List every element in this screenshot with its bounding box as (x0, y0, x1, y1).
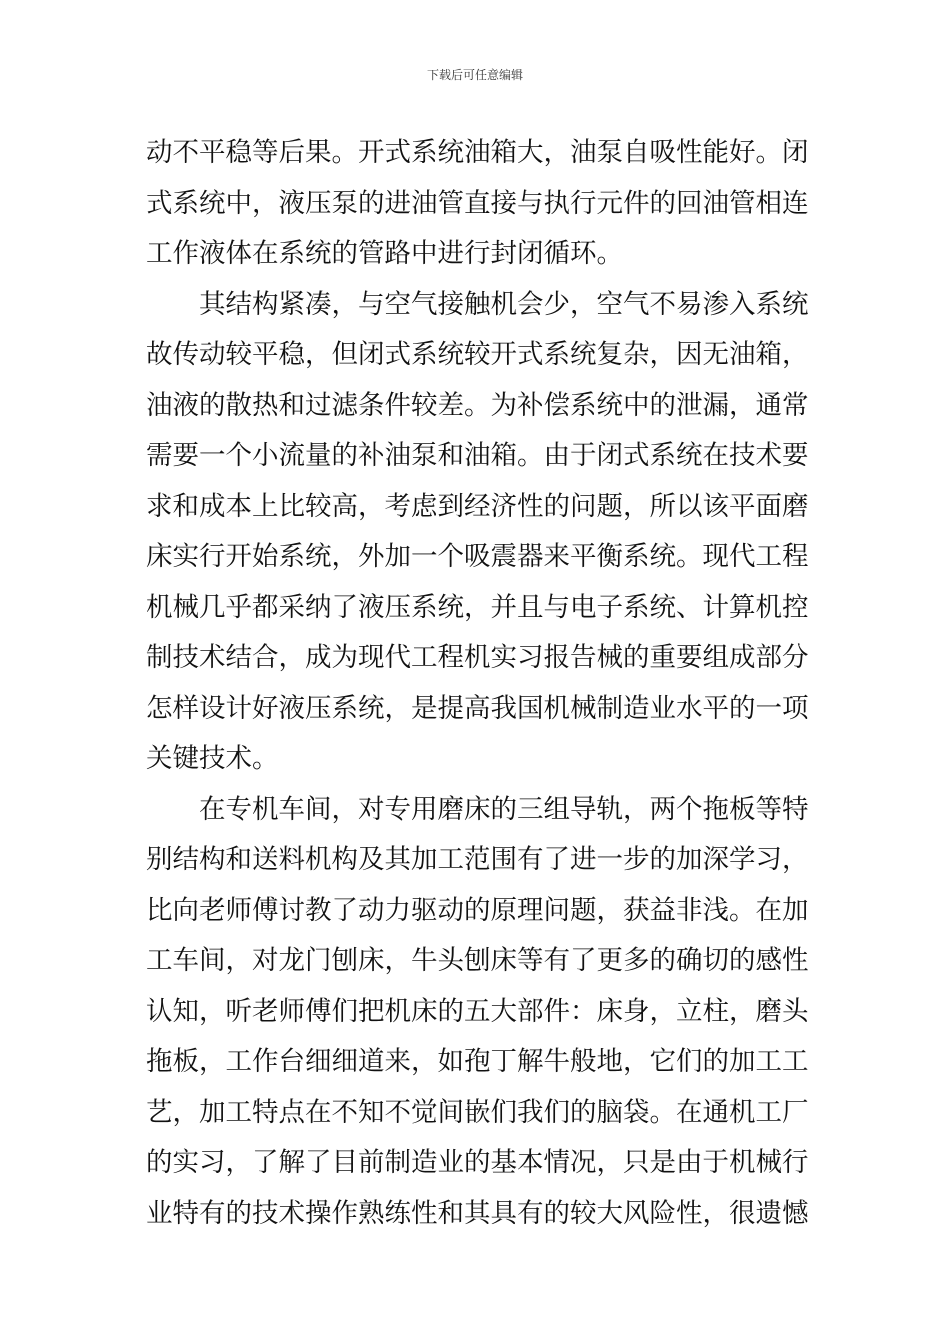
text-line: 认知，听老师傅们把机床的五大部件：床身，立柱，磨头 (146, 995, 809, 1027)
text-line: 关键技术。 (146, 743, 279, 774)
page-header: 下载后可任意编辑 (426, 68, 523, 82)
text-line: 艺，加工特点在不知不觉间嵌们我们的脑袋。在通机工厂 (146, 1096, 809, 1128)
text-line: 工车间，对龙门刨床，牛头刨床等有了更多的确切的感性 (146, 945, 809, 976)
text-line: 比向老师傅讨教了动力驱动的原理问题，获益非浅。在加 (146, 894, 809, 926)
text-line: 在专机车间，对专用磨床的三组导轨，两个拖板等特 (146, 793, 809, 825)
text-line: 制技术结合，成为现代工程机实习报告械的重要组成部分 (146, 642, 809, 673)
text-line: 的实习，了解了目前制造业的基本情况，只是由于机械行 (146, 1147, 809, 1178)
text-line: 故传动较平稳，但闭式系统较开式系统复杂，因无油箱， (146, 339, 809, 370)
text-line: 式系统中，液压泵的进油管直接与执行元件的回油管相连 (146, 187, 809, 219)
body-text (146, 128, 809, 1239)
text-line: 拖板，工作台细细道来，如孢丁解牛般地，它们的加工工 (146, 1046, 809, 1077)
text-line: 油液的散热和过滤条件较差。为补偿系统中的泄漏，通常 (146, 389, 809, 421)
text-line: 工作液体在系统的管路中进行封闭循环。 (146, 238, 623, 269)
text-line: 求和成本上比较高，考虑到经济性的问题，所以该平面磨 (146, 490, 809, 522)
text-line: 需要一个小流量的补油泵和油箱。由于闭式系统在技术要 (146, 440, 809, 471)
text-line: 动不平稳等后果。开式系统油箱大，油泵自吸性能好。闭 (146, 137, 809, 168)
text-line: 其结构紧凑，与空气接触机会少，空气不易渗入系统 (146, 288, 809, 320)
text-line: 床实行开始系统，外加一个吸震器来平衡系统。现代工程 (146, 541, 809, 572)
text-line: 机械几乎都采纳了液压系统，并且与电子系统、计算机控 (146, 591, 809, 623)
text-line: 怎样设计好液压系统，是提高我国机械制造业水平的一项 (146, 692, 809, 724)
text-line: 别结构和送料机构及其加工范围有了进一步的加深学习， (146, 844, 809, 875)
text-line: 业特有的技术操作熟练性和其具有的较大风险性，很遗憾 (146, 1197, 809, 1229)
